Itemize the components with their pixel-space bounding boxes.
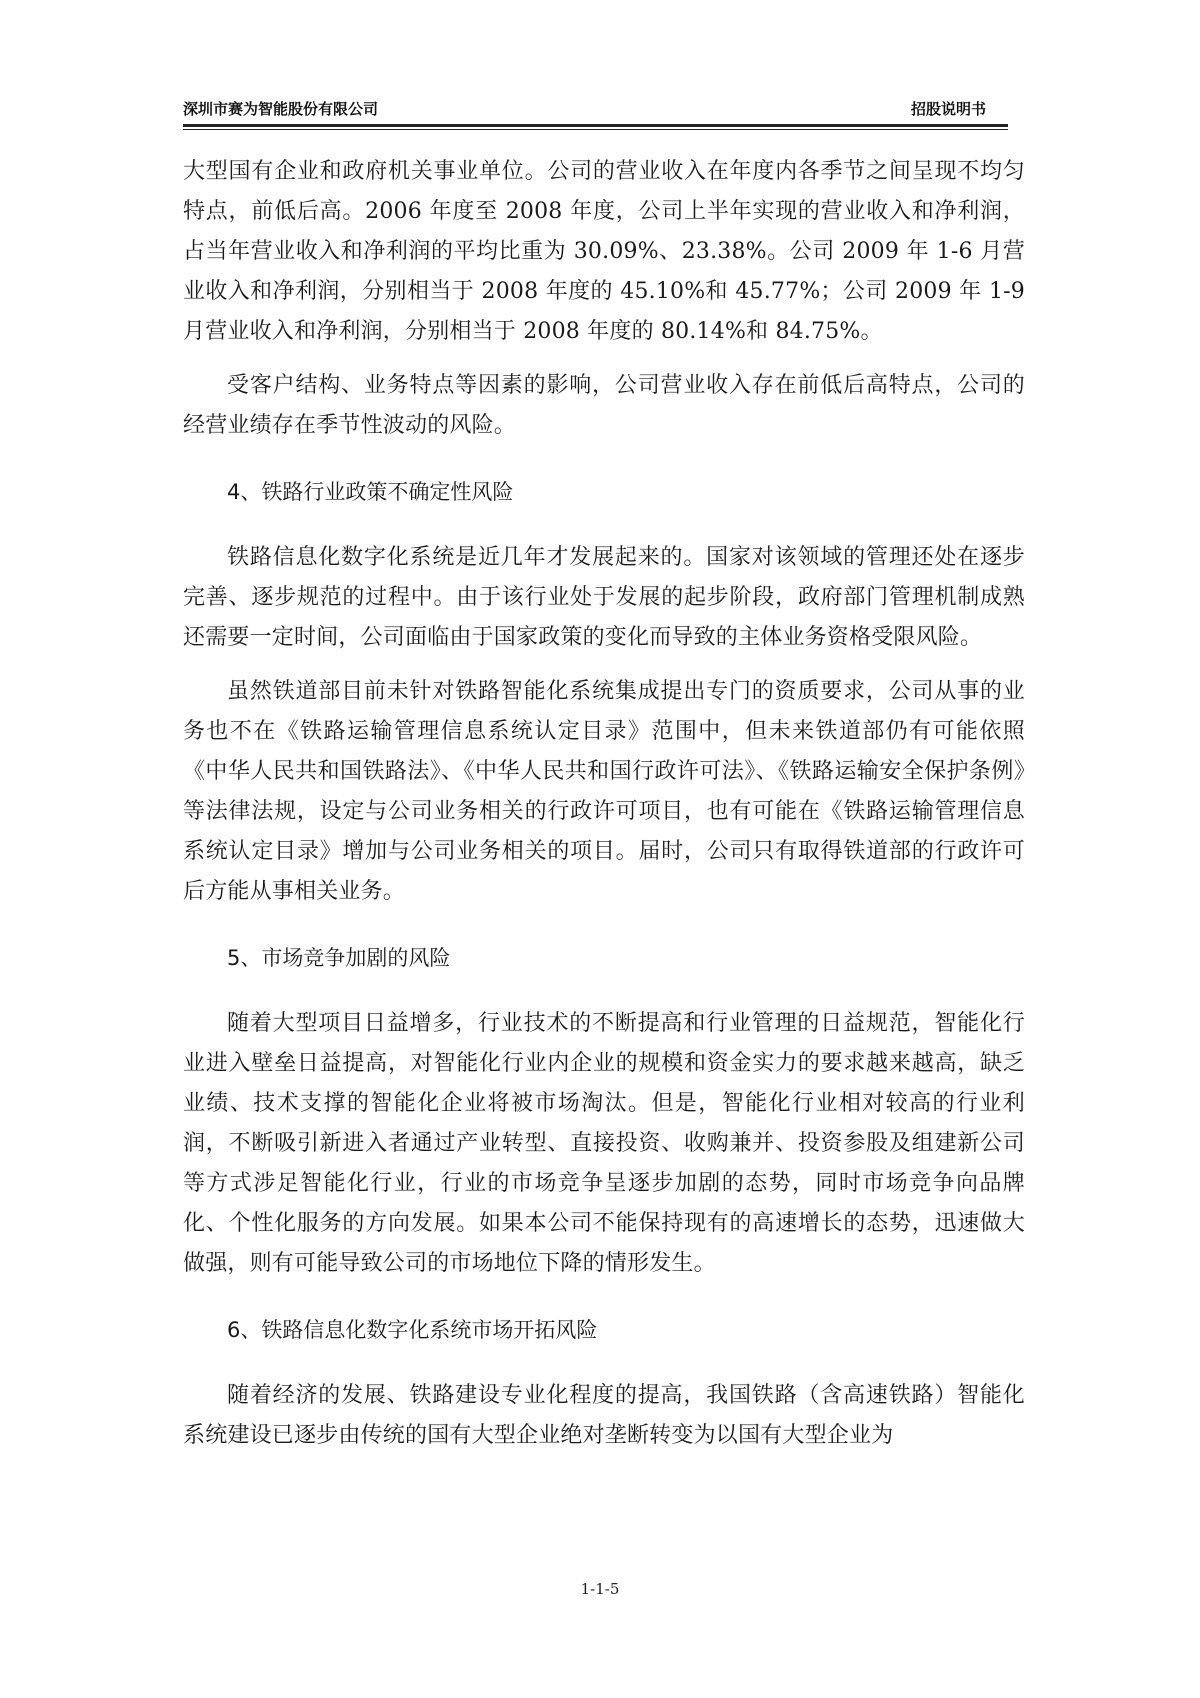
paragraph-market-expansion: 随着经济的发展、铁路建设专业化程度的提高，我国铁路（含高速铁路）智能化系统建设已逐步由传统的国有大型企业绝对垄断转变为以国有大型企业为: [183, 1383, 1025, 1448]
section-heading-4: 4、铁路行业政策不确定性风险: [227, 480, 514, 504]
page-header: [183, 98, 1008, 120]
paragraph-policy-2: 虽然铁道部目前未针对铁路智能化系统集成提出专门的资质要求，公司从事的业务也不在《铁路运输管理信息系统认定目录》范围中，但未来铁道部仍有可能依照《中华人民共和国铁路法》、《中华人民共和国行政许可法》、《铁路运输安全保护条例》等法律法规，设定与公司业务相关的行政许可项目，也有可能在《铁路运输管理信息系统认定目录》增加与公司业务相关的项目。届时，公司只有取得铁道部的行政许可后方能从事相关业务。: [183, 679, 1025, 904]
section-heading-5: 5、市场竞争加剧的风险: [227, 946, 451, 970]
paragraph-policy-1: 铁路信息化数字化系统是近几年才发展起来的。国家对该领域的管理还处在逐步完善、逐步规范的过程中。由于该行业处于发展的起步阶段，政府部门管理机制成熟还需要一定时间，公司面临由于国家政策的变化而导致的主体业务资格受限风险。: [183, 545, 1025, 650]
page-number: 1-1-5: [580, 1580, 620, 1598]
section-heading-6: 6、铁路信息化数字化系统市场开拓风险: [227, 1318, 598, 1342]
paragraph-competition: 随着大型项目日益增多，行业技术的不断提高和行业管理的日益规范，智能化行业进入壁垒日益提高，对智能化行业内企业的规模和资金实力的要求越来越高，缺乏业绩、技术支撑的智能化企业将被市场淘汰。但是，智能化行业相对较高的行业利润，不断吸引新进入者通过产业转型、直接投资、收购兼并、投资参股及组建新公司等方式涉足智能化行业，行业的市场竞争呈逐步加剧的态势，同时市场竞争向品牌化、个性化服务的方向发展。如果本公司不能保持现有的高速增长的态势，迅速做大做强，则有可能导致公司的市场地位下降的情形发生。: [183, 1011, 1025, 1276]
paragraph-seasonality: 大型国有企业和政府机关事业单位。公司的营业收入在年度内各季节之间呈现不均匀特点，前低后高。2006 年度至 2008 年度，公司上半年实现的营业收入和净利润，占当年营业收入和净利润的平均比重为 30.09%、23.38%。公司 2009 年 1-6 月营业收入和净利润，分别相当于 2008 年度的 45.10%和 45.77%；公司 2009 年 1-9 月营业收入和净利润，分别相当于 2008 年度的 80.14%和 84.75%。: [183, 159, 1025, 344]
header-divider: [183, 124, 1008, 130]
document-body: [183, 152, 1025, 1456]
header-company-name: 深圳市赛为智能股份有限公司: [183, 100, 379, 118]
header-document-type: 招股说明书: [910, 100, 986, 118]
paragraph-seasonality-risk: 受客户结构、业务特点等因素的影响，公司营业收入存在前低后高特点，公司的经营业绩存在季节性波动的风险。: [183, 373, 1025, 438]
